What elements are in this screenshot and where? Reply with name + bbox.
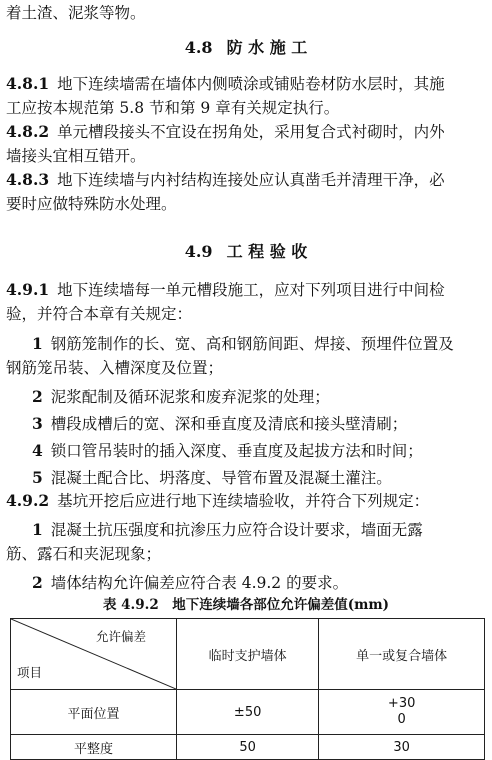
clause-text: 地下连续墙与内衬结构连接处应认真凿毛并清理干净，必 xyxy=(57,171,445,189)
section-title-text: 防 水 施 工 xyxy=(226,38,308,57)
table-row xyxy=(11,690,485,735)
clause-4-8-1-line2: 工应按本规范第 5.8 节和第 9 章有关规定执行。 xyxy=(6,99,340,117)
clause-number: 4.8.2 xyxy=(6,122,50,141)
section-4-8-title xyxy=(0,37,492,59)
row-col2 xyxy=(319,690,485,735)
section-number: 4.8 xyxy=(184,38,213,57)
clause-text: 地下连续墙每一单元槽段施工，应对下列项目进行中间检 xyxy=(57,281,445,299)
clause-4-8-2-line2: 墙接头宜相互错开。 xyxy=(6,147,146,165)
section-4-9-title xyxy=(0,241,492,263)
list-item: 2 泥浆配制及循环泥浆和废弃泥浆的处理； xyxy=(32,387,330,406)
list-item: 2 墙体结构允许偏差应符合表 4.9.2 的要求。 xyxy=(32,573,349,592)
header-allowance: 允许偏差 xyxy=(95,629,146,644)
row-col2: 30 xyxy=(319,735,485,760)
table-row xyxy=(11,735,485,760)
clause-4-8-3-line1 xyxy=(6,169,486,191)
tolerance-upper: +30 xyxy=(387,696,416,711)
top-line: 着土渣、泥浆等物。 xyxy=(6,4,146,22)
clause-text: 基坑开挖后应进行地下连续墙验收，并符合下列规定： xyxy=(57,492,430,510)
table-header-row xyxy=(11,619,485,690)
tolerance-lower: 0 xyxy=(397,712,406,727)
row-col1: ±50 xyxy=(177,690,319,735)
clause-number: 4.8.3 xyxy=(6,170,50,189)
list-item-continuation: 钢筋笼吊装、入槽深度及位置； xyxy=(6,359,224,377)
header-col1: 临时支护墙体 xyxy=(177,619,319,690)
clause-4-8-1-line1 xyxy=(6,73,486,95)
list-item: 5 混凝土配合比、坍落度、导管布置及混凝土灌注。 xyxy=(32,468,392,487)
list-item: 3 槽段成槽后的宽、深和垂直度及清底和接头壁清刷； xyxy=(32,414,408,433)
row-item: 平面位置 xyxy=(11,690,177,735)
clause-4-9-2-line1 xyxy=(6,490,486,512)
diagonal-header-cell xyxy=(11,619,177,690)
clause-4-8-2-line1 xyxy=(6,121,486,143)
list-item: 1 钢筋笼制作的长、宽、高和钢筋间距、焊接、预埋件位置及 xyxy=(32,334,454,353)
table-caption: 表 4.9.2 地下连续墙各部位允许偏差值(mm) xyxy=(102,597,390,613)
section-title-text: 工 程 验 收 xyxy=(226,242,308,261)
header-item: 项目 xyxy=(17,665,43,680)
deviation-table xyxy=(10,618,485,760)
clause-number: 4.9.1 xyxy=(6,280,50,299)
list-item-continuation: 筋、露石和夹泥现象； xyxy=(6,545,162,563)
clause-text: 地下连续墙需在墙体内侧喷涂或铺贴卷材防水层时，其施 xyxy=(57,75,445,93)
clause-number: 4.9.2 xyxy=(6,491,50,510)
list-item: 4 锁口管吊装时的插入深度、垂直度及起拔方法和时间； xyxy=(32,441,423,460)
row-col1: 50 xyxy=(177,735,319,760)
list-item: 1 混凝土抗压强度和抗渗压力应符合设计要求，墙面无露 xyxy=(32,520,423,539)
clause-text: 单元槽段接头不宜设在拐角处，采用复合式衬砌时，内外 xyxy=(57,123,445,141)
row-item: 平整度 xyxy=(11,735,177,760)
section-number: 4.9 xyxy=(184,242,213,261)
clause-number: 4.8.1 xyxy=(6,74,50,93)
clause-4-9-1-line1 xyxy=(6,279,486,301)
clause-4-9-1-line2: 验，并符合本章有关规定： xyxy=(6,305,193,323)
header-col2: 单一或复合墙体 xyxy=(319,619,485,690)
clause-4-8-3-line2: 要时应做特殊防水处理。 xyxy=(6,195,177,213)
